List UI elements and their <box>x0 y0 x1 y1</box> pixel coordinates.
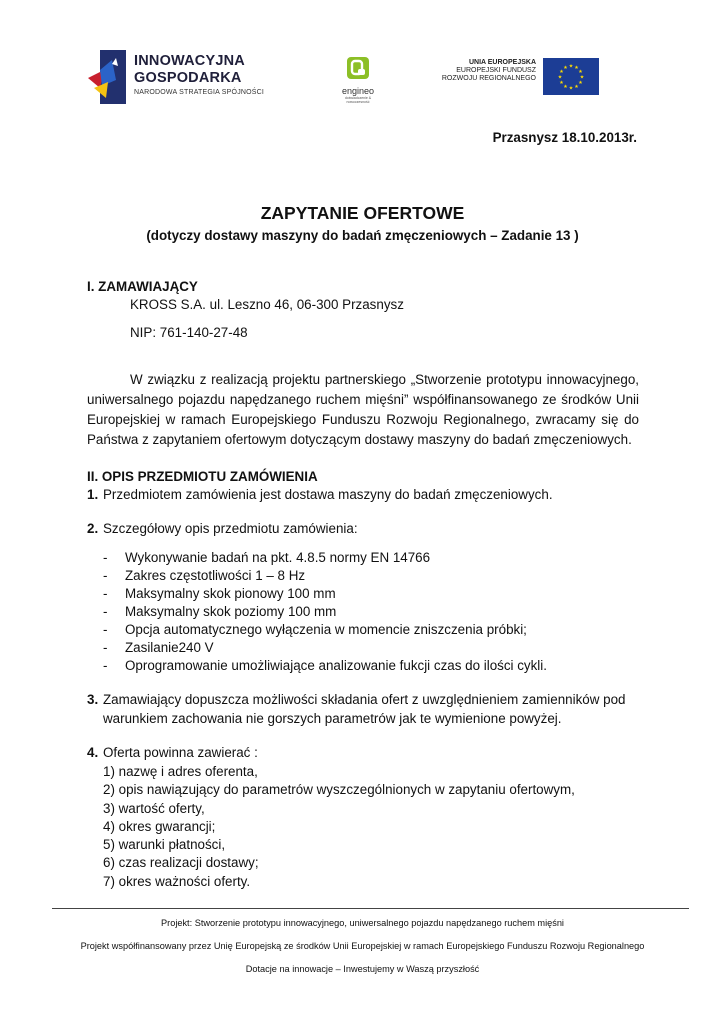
ig-emblem-icon <box>86 48 130 106</box>
bullet-text: Wykonywanie badań na pkt. 4.8.5 normy EN 14766 <box>125 550 431 565</box>
item-3-text: Zamawiający dopuszcza możliwości składania ofert z uwzględnieniem zamienników pod <box>103 692 626 707</box>
footer-line-1: Projekt: Stworzenie prototypu innowacyjnego, uniwersalnego pojazdu napędzanego ruchem mięśni <box>161 918 564 928</box>
item-1 <box>87 487 553 502</box>
bullet-dash: - <box>103 568 108 583</box>
document-subtitle: (dotyczy dostawy maszyny do badań zmęczeniowych – Zadanie 13 ) <box>146 228 579 243</box>
svg-text:★: ★ <box>578 69 583 75</box>
intro-line: Europejskiej w ramach Europejskiego Funduszu Rozwoju Regionalnego, zwracamy się do <box>87 412 639 427</box>
list-item <box>103 549 547 567</box>
engineo-emblem-icon <box>346 56 370 80</box>
item-3-number: 3. <box>87 692 99 707</box>
svg-text:★: ★ <box>568 85 574 92</box>
bullet-text: Zasilanie240 V <box>125 640 214 655</box>
eu-logo <box>440 58 600 96</box>
list-item: 4) okres gwarancji; <box>103 818 216 834</box>
footer-line-3: Dotacje na innowacje – Inwestujemy w Waszą przyszłość <box>245 964 480 974</box>
bullet-dash: - <box>103 604 108 619</box>
item-1-text: Przedmiotem zamówienia jest dostawa maszyny do badań zmęczeniowych. <box>103 487 553 502</box>
item-4-number: 4. <box>87 745 99 760</box>
section-2-heading: II. OPIS PRZEDMIOTU ZAMÓWIENIA <box>87 469 318 484</box>
intro-paragraph <box>87 370 639 450</box>
buyer-nip: NIP: 761-140-27-48 <box>130 325 248 340</box>
svg-text:★: ★ <box>579 74 585 81</box>
intro-line: Państwa z zapytaniem ofertowym dotyczącym dostawy maszyny do badań zmęczeniowych. <box>87 432 632 447</box>
list-item <box>103 567 547 585</box>
svg-text:★: ★ <box>574 65 579 71</box>
bullet-text: Zakres częstotliwości 1 – 8 Hz <box>125 568 306 583</box>
footer-line-2: Projekt współfinansowany przez Unię Europejską ze środków Unii Europejskiej w ramach Europejskiego Funduszu Rozwoju Regionalnego <box>80 941 645 951</box>
bullet-text: Maksymalny skok poziomy 100 mm <box>125 604 337 619</box>
ig-logo-line2: GOSPODARKA <box>134 69 242 86</box>
bullet-dash: - <box>103 640 108 655</box>
list-item: 1) nazwę i adres oferenta, <box>103 764 258 779</box>
svg-text:★: ★ <box>563 84 568 90</box>
svg-text:★: ★ <box>557 74 563 81</box>
item-2-text: Szczegółowy opis przedmiotu zamówienia: <box>103 521 358 536</box>
intro-line: W związku z realizacją projektu partnerskiego „Stworzenie prototypu innowacyjnego, <box>130 372 639 387</box>
eu-logo-line2: EUROPEJSKI FUNDUSZ <box>456 66 536 74</box>
section-1-heading: I. ZAMAWIAJĄCY <box>87 279 198 294</box>
svg-text:★: ★ <box>568 63 574 70</box>
list-item <box>103 603 547 621</box>
svg-text:★: ★ <box>559 80 564 86</box>
list-item <box>103 657 547 675</box>
engineo-name: engineo <box>341 86 375 96</box>
eu-logo-line3: ROZWOJU REGIONALNEGO <box>441 74 536 82</box>
engineo-sub: doświadczenie & nowoczesność <box>344 96 372 104</box>
document-title: ZAPYTANIE OFERTOWE <box>260 203 465 223</box>
svg-text:★: ★ <box>563 65 568 71</box>
bullet-text: Oprogramowanie umożliwiające analizowanie fukcji czas do ilości cykli. <box>125 658 547 673</box>
list-item: 3) wartość oferty, <box>103 800 205 816</box>
eu-logo-line1: UNIA EUROPEJSKA <box>468 59 536 66</box>
engineo-logo <box>334 56 382 102</box>
document-date: Przasnysz 18.10.2013r. <box>492 130 637 145</box>
bullet-dash: - <box>103 586 108 601</box>
buyer-address: KROSS S.A. ul. Leszno 46, 06-300 Przasnysz <box>130 297 404 312</box>
svg-text:★: ★ <box>559 69 564 75</box>
list-item: 7) okres ważności oferty. <box>103 873 251 889</box>
bullet-dash: - <box>103 550 108 565</box>
intro-line: uniwersalnego pojazdu napędzanego ruchem mięśni” współfinansowanego ze środków Unii <box>87 392 639 407</box>
list-item <box>103 639 547 657</box>
offer-contents-list <box>103 763 575 891</box>
spec-bullet-list <box>103 549 547 675</box>
list-item <box>103 621 547 639</box>
bullet-dash: - <box>103 658 108 673</box>
list-item: 6) czas realizacji dostawy; <box>103 855 259 871</box>
list-item: 2) opis nawiązujący do parametrów wyszczególnionych w zapytaniu ofertowym, <box>103 782 575 798</box>
bullet-text: Maksymalny skok pionowy 100 mm <box>125 586 336 601</box>
list-item <box>103 585 547 603</box>
item-3-continuation: warunkiem zachowania nie gorszych parametrów jak te wymienione powyżej. <box>103 711 562 726</box>
svg-text:★: ★ <box>578 80 583 86</box>
ig-logo-line1: INNOWACYJNA <box>134 53 245 69</box>
bullet-dash: - <box>103 622 108 637</box>
svg-text:★: ★ <box>574 84 579 90</box>
item-1-number: 1. <box>87 487 99 502</box>
list-item: 5) warunki płatności, <box>103 837 226 853</box>
footer-divider <box>52 908 689 909</box>
eu-flag-icon <box>543 58 599 95</box>
item-2-number: 2. <box>87 521 99 536</box>
item-4 <box>87 745 258 760</box>
item-4-text: Oferta powinna zawierać : <box>103 745 258 760</box>
innowacyjna-gospodarka-logo <box>86 48 266 106</box>
ig-logo-line3: NARODOWA STRATEGIA SPÓJNOŚCI <box>134 89 265 96</box>
item-3 <box>87 692 625 707</box>
bullet-text: Opcja automatycznego wyłączenia w momencie zniszczenia próbki; <box>125 622 527 637</box>
item-2 <box>87 521 358 536</box>
